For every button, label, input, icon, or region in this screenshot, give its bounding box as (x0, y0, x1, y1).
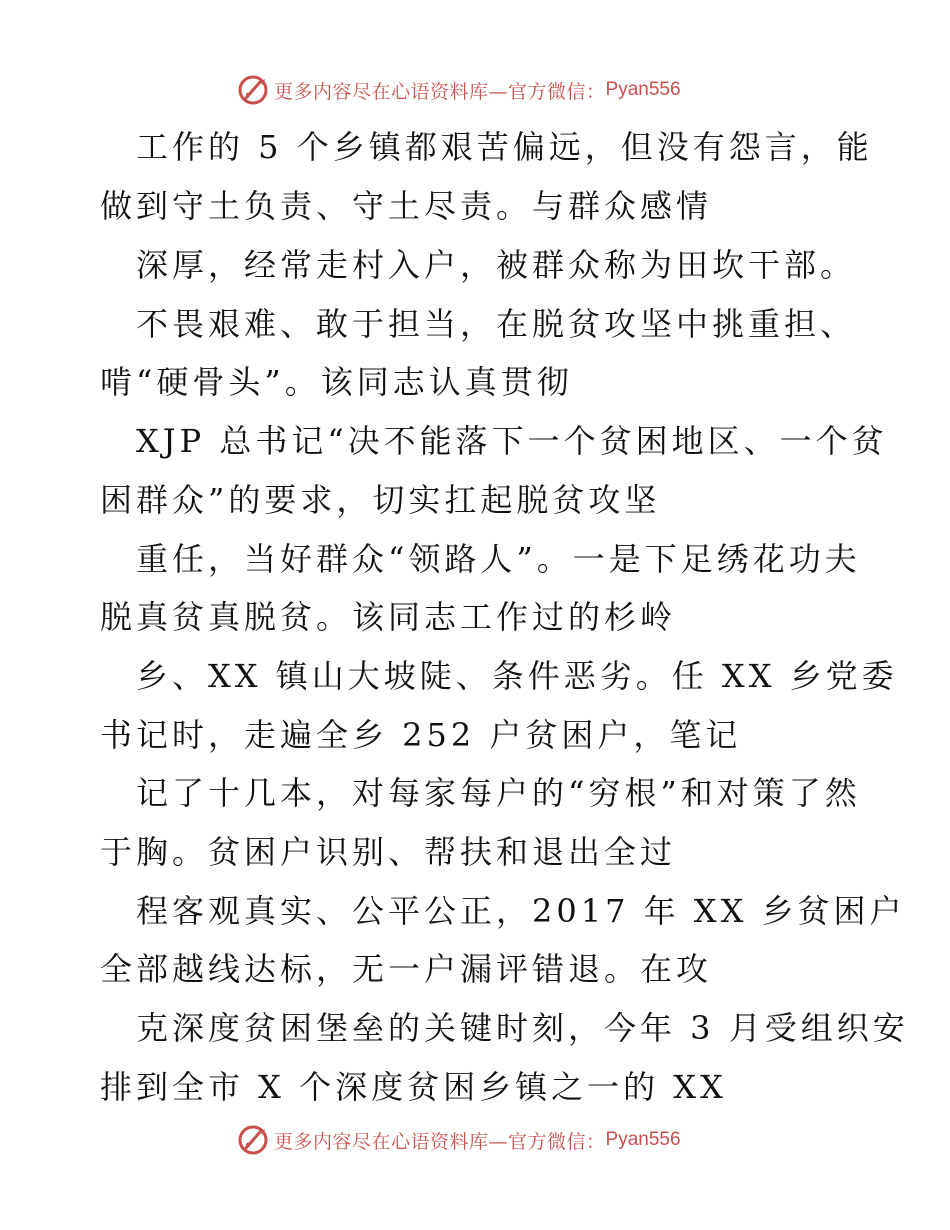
text-line: 排到全市 X 个深度贫困乡镇之一的 XX (100, 1068, 727, 1106)
text-line: 脱真贫真脱贫。该同志工作过的杉岭 (100, 598, 677, 636)
text-line: 程客观真实、公平公正，2017 年 XX 乡贫困户 (136, 892, 906, 930)
text-line: 书记时，走遍全乡 252 户贫困户，笔记 (100, 716, 742, 754)
text-line: 深厚，经常走村入户，被群众称为田坎干部。 (136, 246, 857, 284)
text-line: 记了十几本，对每家每户的“穷根”和对策了然 (136, 774, 861, 812)
text-line: 克深度贫困堡垒的关键时刻，今年 3 月受组织安 (136, 1009, 909, 1047)
watermark-text: 更多内容尽在心语资料库—官方微信： (274, 80, 606, 103)
footer-watermark (236, 1122, 681, 1158)
text-line: 重任，当好群众“领路人”。一是下足绣花功夫 (136, 540, 861, 578)
text-line: 困群众”的要求，切实扛起脱贫攻坚 (100, 481, 661, 519)
text-line: 不畏艰难、敢于担当，在脱贫攻坚中挑重担、 (136, 305, 857, 343)
quill-logo-icon (236, 1123, 270, 1157)
text-line: 工作的 5 个乡镇都艰苦偏远，但没有怨言，能 (136, 128, 873, 166)
text-line: 乡、XX 镇山大坡陡、条件恶劣。任 XX 乡党委 (136, 657, 898, 695)
text-line: XJP 总书记“决不能落下一个贫困地区、一个贫 (136, 422, 888, 460)
text-line: 于胸。贫困户识别、帮扶和退出全过 (100, 833, 677, 871)
watermark-text: 更多内容尽在心语资料库—官方微信： (274, 1130, 606, 1153)
text-line: 啃“硬骨头”。该同志认真贯彻 (100, 363, 573, 401)
text-line: 全部越线达标，无一户漏评错退。在攻 (100, 950, 713, 988)
text-line: 做到守土负责、守土尽责。与群众感情 (100, 187, 713, 225)
watermark-handle: Pyan556 (605, 79, 681, 100)
watermark-handle: Pyan556 (605, 1129, 681, 1150)
